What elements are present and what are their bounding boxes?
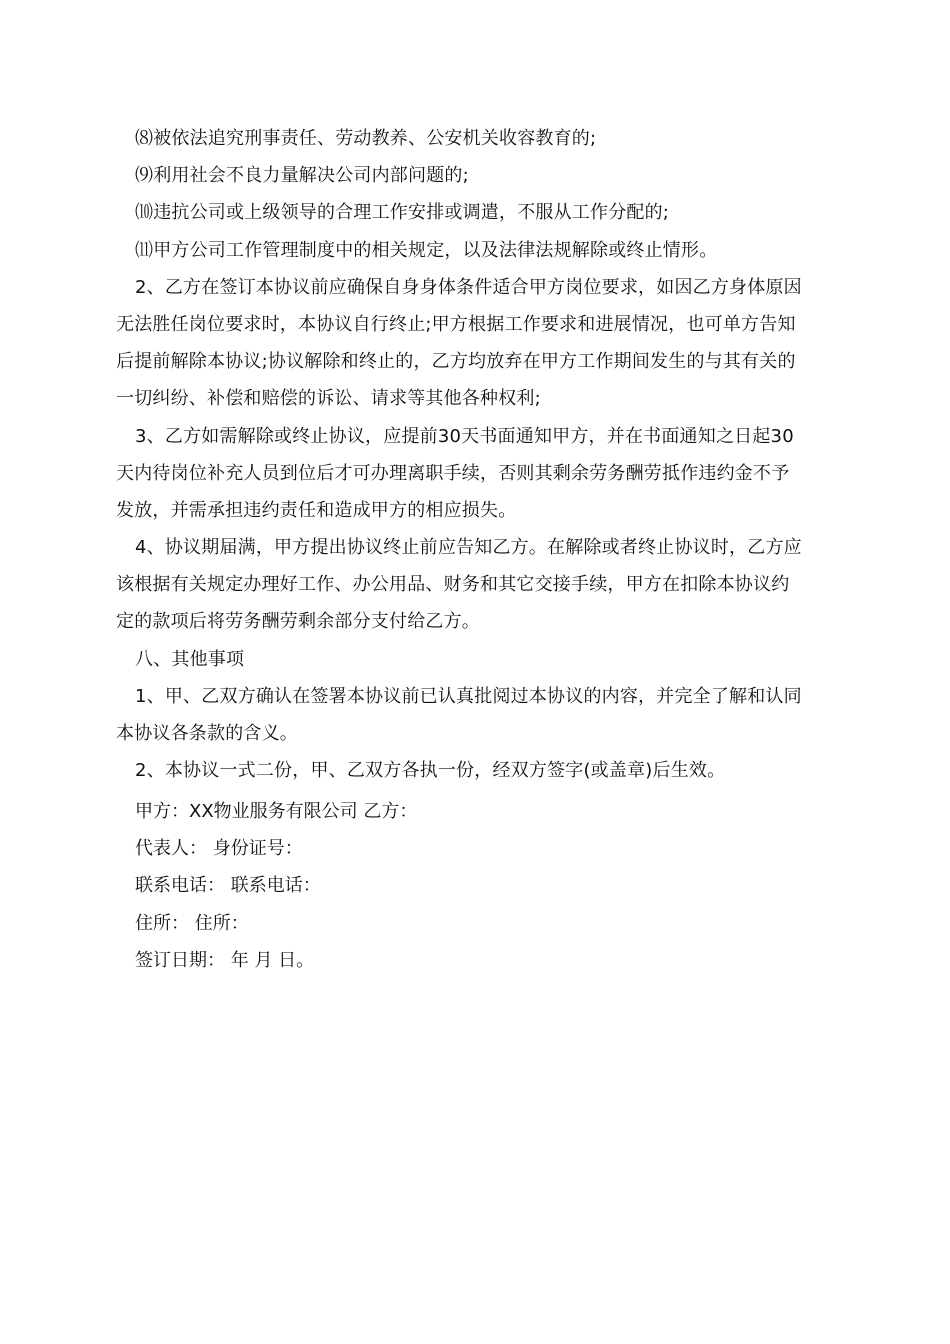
section-heading: 八、其他事项 (135, 648, 245, 670)
clause-line: 2、本协议一式二份，甲、乙双方各执一份，经双方签字(或盖章)后生效。 (135, 760, 726, 782)
clause-line: ⑼利用社会不良力量解决公司内部问题的; (135, 165, 469, 187)
address-line: 住所： 住所： (135, 912, 249, 934)
phone-line: 联系电话： 联系电话： (135, 875, 321, 897)
clause-line: 4、协议期届满，甲方提出协议终止前应告知乙方。在解除或者终止协议时，乙方应 (135, 537, 802, 559)
representative-line: 代表人： 身份证号： (135, 838, 303, 860)
sign-date-line: 签订日期： 年 月 日。 (135, 949, 315, 971)
clause-line: 无法胜任岗位要求时，本协议自行终止;甲方根据工作要求和进展情况，也可单方告知 (116, 313, 796, 335)
clause-line: 后提前解除本协议;协议解除和终止的，乙方均放弃在甲方工作期间发生的与其有关的 (116, 351, 796, 373)
signature-block (135, 793, 417, 979)
clause-line: 2、乙方在签订本协议前应确保自身身体条件适合甲方岗位要求，如因乙方身体原因 (135, 276, 802, 298)
clause-line: 天内待岗位补充人员到位后才可办理离职手续，否则其剩余劳务酬劳抵作违约金不予 (116, 462, 790, 484)
clause-line: 本协议各条款的含义。 (116, 723, 298, 744)
agreement-body (116, 120, 838, 789)
clause-line: ⑻被依法追究刑事责任、劳动教养、公安机关收容教育的; (135, 128, 597, 149)
party-line: 甲方：XX物业服务有限公司 乙方： (135, 801, 418, 822)
clause-line: 该根据有关规定办理好工作、办公用品、财务和其它交接手续，甲方在扣除本协议约 (116, 574, 790, 596)
clause-line: ⑽违抗公司或上级领导的合理工作安排或调遣，不服从工作分配的; (135, 202, 670, 224)
clause-line: 一切纠纷、补偿和赔偿的诉讼、请求等其他各种权利; (116, 388, 541, 410)
clause-line: 3、乙方如需解除或终止协议，应提前30天书面通知甲方，并在书面通知之日起30 (135, 425, 794, 447)
clause-line: 发放，并需承担违约责任和造成甲方的相应损失。 (116, 499, 517, 521)
clause-line: 定的款项后将劳务酬劳剩余部分支付给乙方。 (116, 611, 480, 633)
clause-line: ⑾甲方公司工作管理制度中的相关规定，以及法律法规解除或终止情形。 (135, 239, 718, 261)
clause-line: 1、甲、乙双方确认在签署本协议前已认真批阅过本协议的内容，并完全了解和认同 (135, 685, 802, 707)
